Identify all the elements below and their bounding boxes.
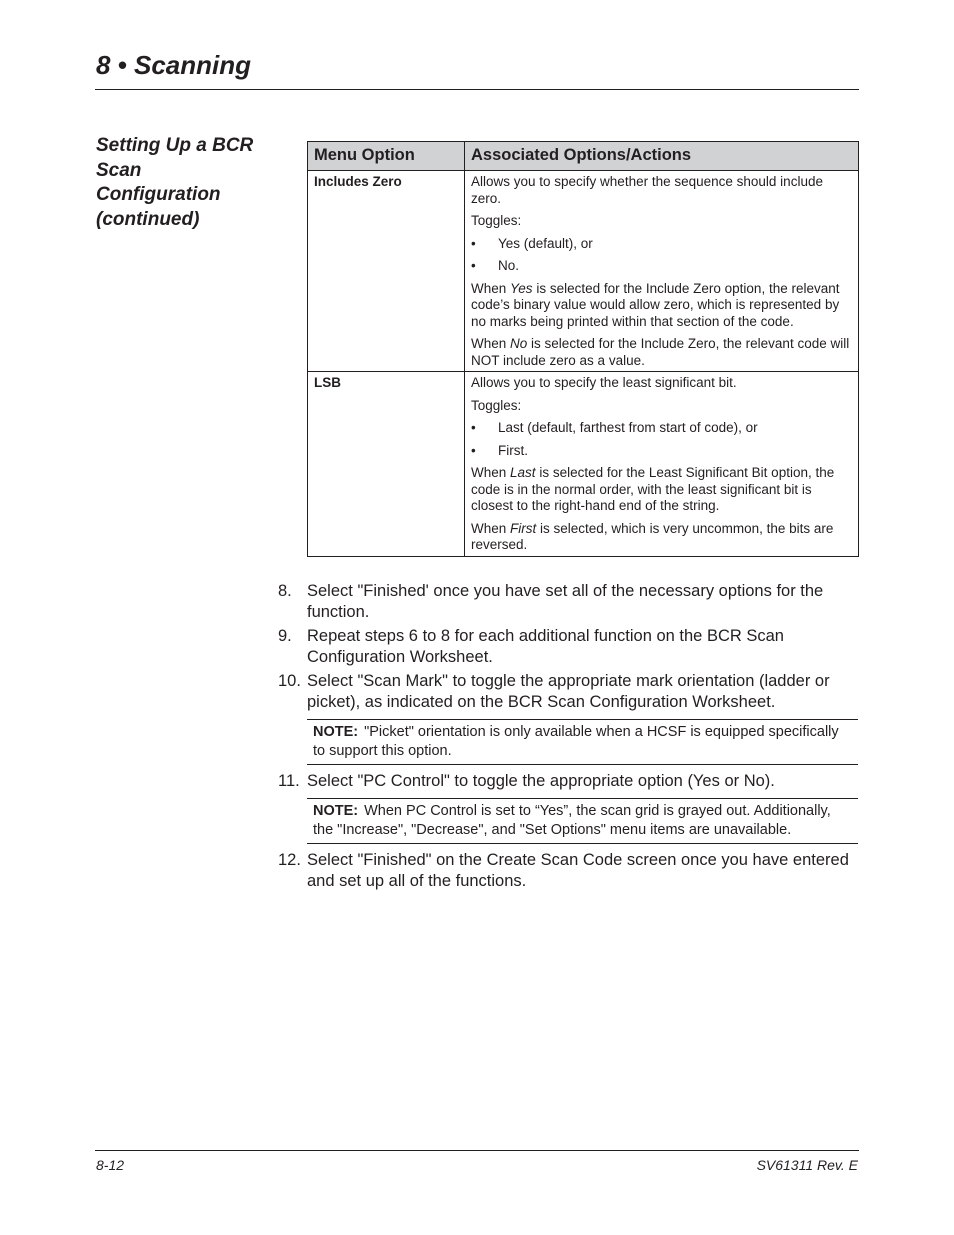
step-item <box>278 771 858 792</box>
emphasis: Last <box>510 465 536 480</box>
description-intro: Allows you to specify the least significant bit. <box>471 375 737 390</box>
toggle-item <box>471 258 852 275</box>
note-label: NOTE: <box>313 724 359 740</box>
menu-option-name: LSB <box>308 372 465 557</box>
table-row <box>308 171 859 372</box>
bullet-icon: • <box>471 235 476 251</box>
description-paragraph <box>471 336 852 369</box>
note-text: "Picket" orientation is only available when a HCSF is equipped specifically to support this option. <box>313 724 839 759</box>
column-header-menu-option: Menu Option <box>308 142 465 171</box>
procedure-steps <box>278 581 858 895</box>
bullet-icon: • <box>471 442 476 458</box>
table-row <box>308 372 859 557</box>
header-divider <box>95 89 859 90</box>
step-number: 8. <box>278 582 292 600</box>
page-number: 8-12 <box>96 1157 125 1173</box>
description-paragraph <box>471 281 852 331</box>
step-number: 10. <box>278 672 301 690</box>
toggle-item-text: First. <box>498 442 528 458</box>
column-header-associated-options: Associated Options/Actions <box>465 142 859 171</box>
text-run: When <box>471 520 511 536</box>
step-number: 9. <box>278 627 292 645</box>
option-description <box>465 171 859 372</box>
step-text: Repeat steps 6 to 8 for each additional function on the BCR Scan Configuration Worksheet. <box>307 627 784 666</box>
footer-divider <box>95 1150 859 1151</box>
step-text: Select "Finished" on the Create Scan Code screen once you have entered and set up all of the functions. <box>307 851 849 890</box>
emphasis: No <box>510 336 528 351</box>
text-run: is selected for the Include Zero, the relevant code will NOT include zero as a value. <box>471 336 850 368</box>
text-run: is selected for the Include Zero option, the relevant code’s binary value would allow zero, which is represented by no marks being printed within that section of the code. <box>471 280 840 329</box>
menu-option-name: Includes Zero <box>308 171 465 372</box>
toggle-item <box>471 420 852 437</box>
note-label: NOTE: <box>313 803 359 819</box>
description-intro: Allows you to specify whether the sequence should include zero. <box>471 174 823 206</box>
text-run: When <box>471 465 511 480</box>
note-text: When PC Control is set to “Yes”, the scan grid is grayed out. Additionally, the "Increase", "Decrease", and "Set Options" menu items are unavailable. <box>313 803 831 838</box>
toggles-label: Toggles: <box>471 213 522 228</box>
step-text: Select "Finished' once you have set all of the necessary options for the function. <box>307 582 824 621</box>
toggle-item-text: No. <box>498 258 520 273</box>
toggle-item <box>471 236 852 253</box>
step-number: 12. <box>278 851 301 869</box>
description-paragraph <box>471 521 852 554</box>
toggle-item <box>471 443 852 460</box>
step-text: Select "Scan Mark" to toggle the appropriate mark orientation (ladder or picket), as indicated on the BCR Scan Configuration Worksheet. <box>307 672 830 711</box>
text-run: When <box>471 280 511 296</box>
step-text: Select "PC Control" to toggle the appropriate option (Yes or No). <box>307 772 775 790</box>
chapter-title: 8 • Scanning <box>96 50 252 80</box>
emphasis: First <box>510 520 537 536</box>
section-heading: Setting Up a BCR Scan Configuration (continued) <box>96 135 254 230</box>
menu-options-table <box>307 141 859 557</box>
step-item <box>278 671 858 713</box>
description-paragraph <box>471 465 852 515</box>
toggle-item-text: Last (default, farthest from start of code), or <box>498 420 758 435</box>
toggles-label: Toggles: <box>471 397 522 413</box>
table-header-row <box>308 142 859 171</box>
note-box <box>307 719 858 765</box>
step-item <box>278 581 858 623</box>
document-id: SV61311 Rev. E <box>756 1157 858 1173</box>
bullet-icon: • <box>471 420 476 435</box>
text-run: is selected, which is very uncommon, the bits are reversed. <box>471 520 834 552</box>
step-item <box>278 850 858 892</box>
toggle-item-text: Yes (default), or <box>498 235 593 251</box>
text-run: is selected for the Least Significant Bit option, the code is in the normal order, with the least significant bit is closest to the right-hand end of the string. <box>471 465 835 513</box>
step-number: 11. <box>278 772 300 790</box>
note-box <box>307 798 858 844</box>
emphasis: Yes <box>510 280 533 296</box>
bullet-icon: • <box>471 258 476 273</box>
step-item <box>278 626 858 668</box>
option-description <box>465 372 859 557</box>
text-run: When <box>471 336 511 351</box>
